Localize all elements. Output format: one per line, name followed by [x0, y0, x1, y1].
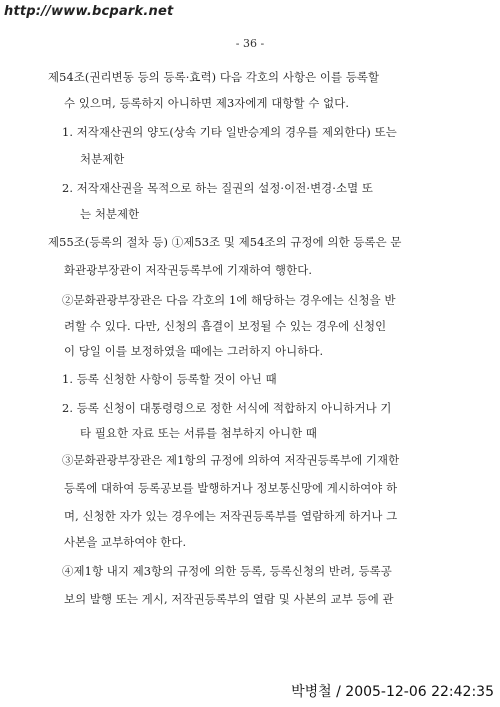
- text-line: 등록에 대하여 등록공보를 발행하거나 정보통신망에 게시하여야 하: [64, 481, 398, 495]
- site-watermark: http://www.bcpark.net: [4, 4, 174, 19]
- text-line: 려할 수 있다. 다만, 신청의 흠결이 보정될 수 있는 경우에 신청인: [64, 319, 387, 333]
- text-line: 1. 저작재산권의 양도(상속 기타 일반승계의 경우를 제외한다) 또는: [62, 125, 397, 139]
- author-timestamp-stamp: 박병철 / 2005-12-06 22:42:35: [291, 684, 494, 700]
- text-line: 2. 저작재산권을 목적으로 하는 질권의 설정·이전·변경·소멸 또: [62, 181, 374, 195]
- text-line: 는 처분제한: [80, 207, 140, 221]
- text-line: 보의 발행 또는 게시, 저작권등록부의 열람 및 사본의 교부 등에 관: [64, 592, 394, 606]
- text-line: 처분제한: [80, 152, 125, 166]
- text-line: ④제1항 내지 제3항의 규정에 의한 등록, 등록신청의 반려, 등록공: [62, 564, 392, 578]
- text-line: 제55조(등록의 절차 등) ①제53조 및 제54조의 규정에 의한 등록은 문: [48, 235, 402, 249]
- text-line: 제54조(권리변동 등의 등록·효력) 다음 각호의 사항은 이를 등록할: [48, 70, 380, 84]
- text-line: ③문화관광부장관은 제1항의 규정에 의하여 저작권등록부에 기재한: [62, 453, 400, 467]
- text-line: 며, 신청한 자가 있는 경우에는 저작권등록부를 열람하게 하거나 그: [64, 509, 398, 523]
- page-number: - 36 -: [235, 37, 265, 50]
- text-line: 사본을 교부하여야 한다.: [64, 535, 187, 549]
- text-line: 타 필요한 자료 또는 서류를 첨부하지 아니한 때: [80, 426, 318, 440]
- text-line: ②문화관광부장관은 다음 각호의 1에 해당하는 경우에는 신청을 반: [62, 293, 396, 307]
- text-line: 수 있으며, 등록하지 아니하면 제3자에게 대항할 수 없다.: [64, 96, 350, 110]
- text-line: 1. 등록 신청한 사항이 등록할 것이 아닌 때: [62, 372, 277, 386]
- text-line: 이 당일 이를 보정하였을 때에는 그러하지 아니하다.: [64, 344, 324, 358]
- text-line: 2. 등록 신청이 대통령령으로 정한 서식에 적합하지 아니하거나 기: [62, 401, 392, 415]
- text-line: 화관광부장관이 저작권등록부에 기재하여 행한다.: [64, 263, 313, 277]
